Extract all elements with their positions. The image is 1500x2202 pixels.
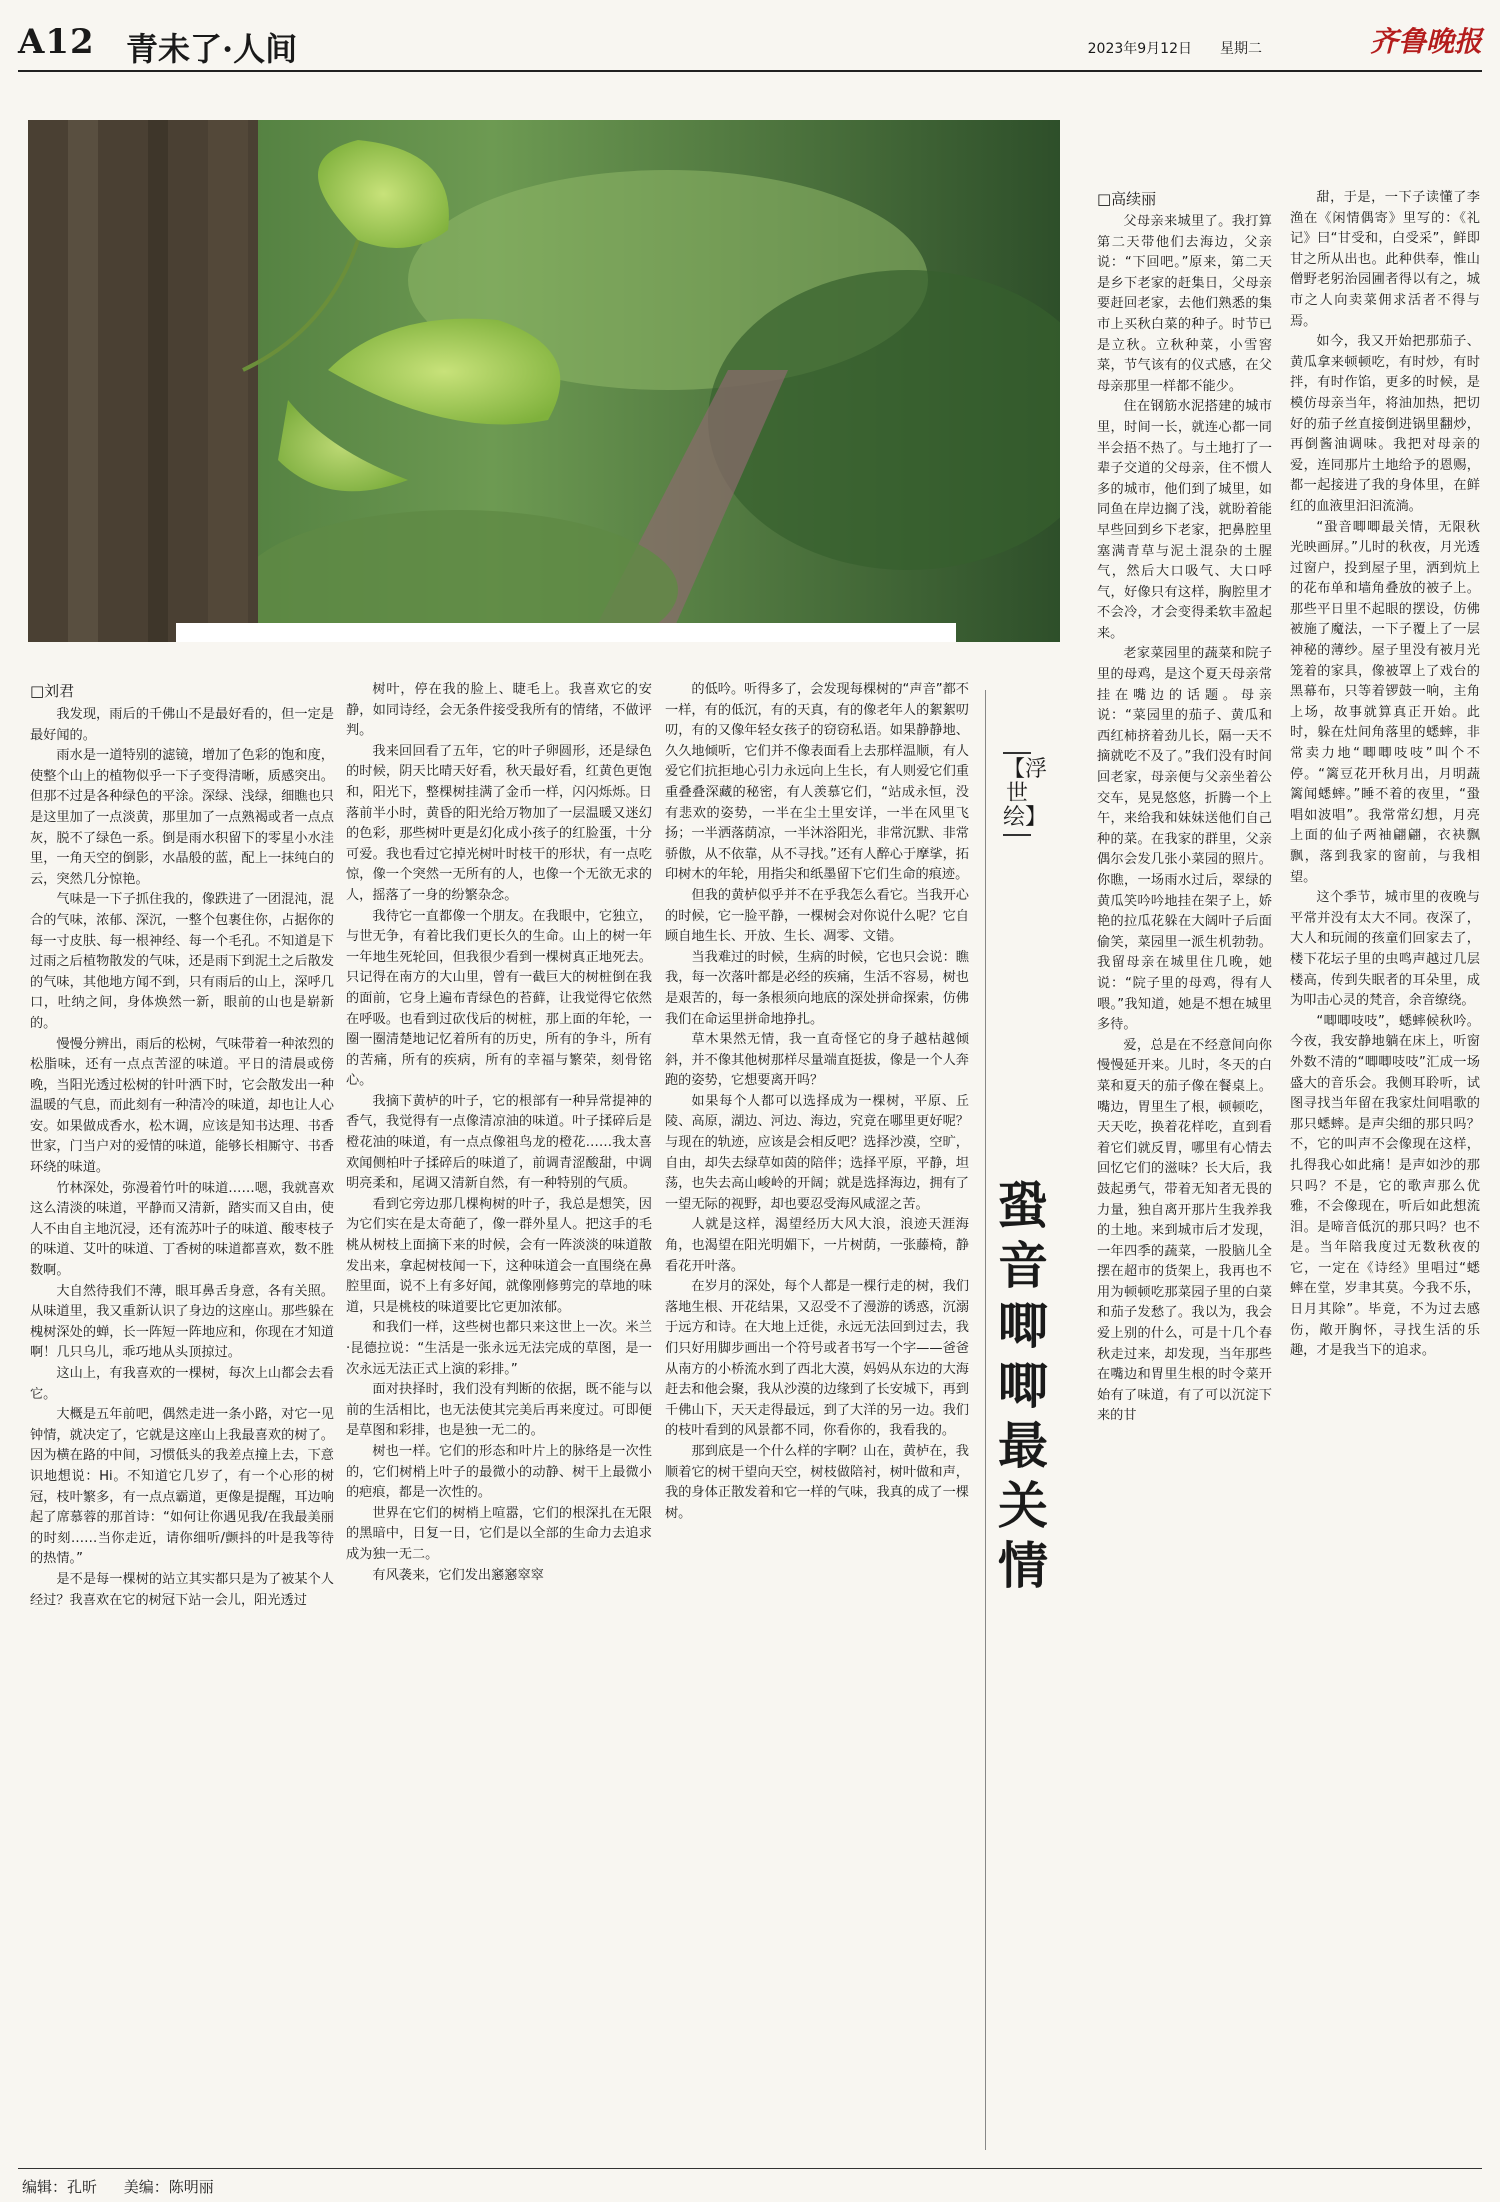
- article2-author: □高续丽: [1097, 190, 1157, 208]
- designer-credit: 美编：陈明丽: [123, 2178, 214, 2196]
- paragraph: 大概是五年前吧，偶然走进一条小路，对它一见钟情，就决定了，它就是这座山上我最喜欢的树了。因为横在路的中间，习惯低头的我差点撞上去，下意识地想说：Hi。不知道它几岁了，有一个心形的树冠，枝叶繁多，有一点点霸道，更像是提醒，耳边响起了席慕蓉的那首诗：“如何让你遇见我/在我最美丽的时刻……当你走近，请你细听/颤抖的叶是我等待的热情。”: [30, 1407, 334, 1567]
- ginkgo-leaf-photo: [28, 120, 1060, 642]
- paragraph: 和我们一样，这些树也都只来这世上一次。米兰·昆德拉说：“生活是一张永远无法完成的草图，是一次永远无法正式上演的彩排。”: [346, 1320, 652, 1377]
- paragraph: 我发现，雨后的千佛山不是最好看的，但一定是最好闻的。: [30, 707, 334, 743]
- paragraph: 当我难过的时候，生病的时候，它也只会说：瞧我，每一次落叶都是必经的疾痛，生活不容易，树也是艰苦的，每一条根须向地底的深处拼命探索，仿佛我们在命运里拼命地挣扎。: [665, 949, 969, 1027]
- paragraph: 住在钢筋水泥搭建的城市里，时间一长，就连心都一同半会捂不热了。与土地打了一辈子交道的父母亲，住不惯人多的城市，他们到了城里，如同鱼在岸边搁了浅，就盼着能早些回到乡下老家，把鼻腔里塞满青草与泥土混杂的土腥气，然后大口吸气、大口呼气，好像只有这样，胸腔里才不会冷，才会变得柔软丰盈起来。: [1097, 399, 1272, 641]
- paragraph: 那到底是一个什么样的字啊？山在，黄栌在，我顺着它的树干望向天空，树枝做陪衬，树叶做和声，我的身体正散发着和它一样的气味，我真的成了一棵树。: [665, 1443, 969, 1521]
- issue-date: 2023年9月12日: [1087, 41, 1192, 57]
- paragraph: 人就是这样，渴望经历大风大浪，浪迹天涯海角，也渴望在阳光明媚下，一片树荫，一张藤椅，静看花开叶落。: [665, 1217, 969, 1274]
- article2-title: 蛩音唧唧最关情: [998, 1176, 1048, 1595]
- paragraph: 是不是每一棵树的站立其实都只是为了被某个人经过？我喜欢在它的树冠下站一会儿，阳光透过: [30, 1571, 334, 1608]
- paragraph: 在岁月的深处，每个人都是一棵行走的树，我们落地生根、开花结果，又忍受不了漫游的诱惑，沉溺于远方和诗。在大地上迁徙，永远无法回到过去，我们只好用脚步画出一个符号或者书写一个字——爸爸从南方的小桥流水到了西北大漠，妈妈从东边的大海赶去和他会聚，我从沙漠的边缘到了长安城下，再到千佛山下，天天走得最远，到了大洋的另一边。我们的枝叶看到的风景都不同，你看你的，我看我的。: [665, 1279, 969, 1439]
- column-divider: [985, 690, 986, 2150]
- paragraph: 我来回回看了五年，它的叶子卵圆形，还是绿色的时候，阴天比晴天好看，秋天最好看，红黄色更饱和，阳光下，整棵树挂满了金币一样，闪闪烁烁。日落前半小时，黄昏的阳光给万物加了一层温暖又迷幻的色彩，那些树叶更是幻化成小孩子的红脸蛋，十分可爱。我也看过它掉光树叶时枝干的形状，有一点吃惊，像一个突然一无所有的人，也像一个无欲无求的人，摇落了一身的纷繁杂念。: [346, 743, 652, 903]
- paragraph: 这山上，有我喜欢的一棵树，每次上山都会去看它。: [30, 1366, 334, 1402]
- article1-column-2: [346, 680, 652, 2160]
- page-number: A12: [18, 22, 95, 62]
- paragraph: 的低吟。听得多了，会发现每棵树的“声音”都不一样，有的低沉，有的天真，有的像老年人的絮絮叨叨，有的又像年轻女孩子的窃窃私语。如果静静地、久久地倾听，它们并不像表面看上去那样温顺，有人爱它们抗拒地心引力永远向上生长，有人则爱它们重重叠叠深藏的秘密，有人羡慕它们，“站成永恒，没有悲欢的姿势，一半在尘土里安详，一半在风里飞扬；一半洒落荫凉，一半沐浴阳光，非常沉默、非常骄傲，从不依靠，从不寻找。”还有人醉心于摩挲，拓印树木的年轮，用指尖和纸墨留下它们生命的痕迹。: [665, 682, 969, 883]
- paragraph: 面对抉择时，我们没有判断的依据，既不能与以前的生活相比，也无法使其完美后再来度过。可即便是草图和彩排，也是独一无二的。: [346, 1382, 652, 1439]
- paragraph: 树也一样。它们的形态和叶片上的脉络是一次性的，它们树梢上叶子的最微小的动静、树干上最微小的疤痕，都是一次性的。: [346, 1443, 652, 1501]
- paragraph: 树叶，停在我的脸上、睫毛上。我喜欢它的安静，如同诗经，会无条件接受我所有的情绪，不做评判。: [346, 682, 652, 739]
- paragraph: 大自然待我们不薄，眼耳鼻舌身意，各有关照。从味道里，我又重新认识了身边的这座山。那些躲在槐树深处的蝉，长一阵短一阵地应和，你现在才知道啊！几只乌儿，乖巧地从头顶掠过。: [30, 1283, 334, 1361]
- paragraph: 草木果然无情，我一直奇怪它的身子越枯越倾斜，并不像其他树那样尽量端直挺拔，像是一个人奔跑的姿势，它想要离开吗？: [665, 1032, 969, 1089]
- article2-column-1: [1097, 212, 1272, 2152]
- paragraph: 爱，总是在不经意间向你慢慢延开来。儿时，冬天的白菜和夏天的茄子像在餐桌上。嘴边，胃里生了根，顿顿吃，天天吃，换着花样吃，直到看着它们就反胃，哪里有心情去回忆它们的滋味？长大后，我鼓起勇气，带着无知者无畏的力量，独自离开那片生我养我的土地。来到城市后才发现，一年四季的蔬菜，一股脑儿全摆在超市的货架上，我再也不用为顿顿吃那菜园子里的白菜和茄子发愁了。我以为，我会爱上别的什么，可是十几个春秋走过来，却发现，当年那些在嘴边和胃里生根的时令菜开始有了味道，有了可以沉淀下来的甘: [1097, 1037, 1272, 1424]
- paragraph: 老家菜园里的蔬菜和院子里的母鸡，是这个夏天母亲常挂在嘴边的话题。母亲说：“菜园里的茄子、黄瓜和西红柿挤着劲儿长，隔一天不摘就吃不及了。”我们没有时间回老家，母亲便与父亲坐着公交车，晃晃悠悠，折腾一个上午，来给我和妹妹送他们自己种的菜。在我家的群里，父亲偶尔会发几张小菜园的照片。你瞧，一场雨水过后，翠绿的黄瓜笑吟吟地挂在架子上，娇艳的拉瓜花躲在大阔叶子后面偷笑，菜园里一派生机勃勃。我留母亲在城里住几晚，她说：“院子里的母鸡，得有人喂。”我知道，她是不想在城里多待。: [1097, 646, 1272, 1033]
- editor-credit: 编辑：孔昕: [22, 2178, 98, 2196]
- article1-column-3: [665, 680, 969, 2160]
- paragraph: 气味是一下子抓住我的，像跌进了一团混沌，混合的气味，浓郁、深沉，一整个包裹住你，占据你的每一寸皮肤、每一根神经、每一个毛孔。不知道是下过雨之后植物散发的气味，还是雨下到泥土之后散发的气味，其他地方闻不到，只有雨后的山上，深呼几口，吐纳之间，身体焕然一新，眼前的山也是崭新的。: [30, 892, 334, 1031]
- newspaper-logo: 齐鲁晚报: [1369, 25, 1482, 58]
- feature-photo: [28, 120, 1060, 642]
- paragraph: 看到它旁边那几棵枸树的叶子，我总是想笑，因为它们实在是太奇葩了，像一群外星人。把这手的毛桃从树枝上面摘下来的时候，会有一阵淡淡的味道散发出来，拿起树枝闻一下，这种味道会一直围绕在鼻腔里面，说不上有多好闻，就像刚修剪完的草地的味道，只是桃枝的味道要比它更加浓郁。: [346, 1196, 652, 1315]
- article1-column-1: [30, 705, 334, 2160]
- paragraph: 竹林深处，弥漫着竹叶的味道……嗯，我就喜欢这么清淡的味道，平静而又清新，踏实而又自由，使人不由自主地沉浸，还有流苏叶子的味道、酸枣枝子的味道、艾叶的味道、丁香树的味道都喜欢，数不胜数啊。: [30, 1180, 334, 1279]
- paragraph: 雨水是一道特别的滤镜，增加了色彩的饱和度，使整个山上的植物似乎一下子变得清晰，质感突出。但那不过是各种绿色的平涂。深绿、浅绿，细瞧也只是这里加了一点淡黄，那里加了一点熟褐或者一点点灰，脱不了绿色一系。倒是雨水积留下的零星小水洼里，一角天空的倒影，水晶般的蓝，配上一抹纯白的云，突然几分惊艳。: [30, 748, 334, 887]
- paragraph: 这个季节，城市里的夜晚与平常并没有太大不同。夜深了，大人和玩闹的孩童们回家去了，楼下花坛子里的虫鸣声越过几层楼高，传到失眠者的耳朵里，成为叩击心灵的梵音，余音缭绕。: [1290, 890, 1480, 1009]
- paragraph: 甜，于是，一下子读懂了李渔在《闲情偶寄》里写的：《礼记》曰“甘受和，白受采”，鲜即甘之所从出也。此种供奉，惟山僧野老躬治园圃者得以有之，城市之人向卖菜佣求活者不得与焉。: [1290, 190, 1480, 329]
- paragraph: 如果每个人都可以选择成为一棵树，平原、丘陵、高原，湖边、河边、海边，究竟在哪里更好呢？与现在的轨迹，应该是会相反吧？选择沙漠，空旷，自由，却失去绿草如茵的陪伴；选择平原，平静，坦荡，也失去高山峻岭的开阔；就是选择海边，拥有了一望无际的视野，却也要忍受海风咸涩之苦。: [665, 1093, 969, 1212]
- headline-box: [176, 623, 956, 642]
- paragraph: “蛩音唧唧最关情，无限秋光映画屏。”儿时的秋夜，月光透过窗户，投到屋子里，洒到炕上的花布单和墙角叠放的被子上。那些平日里不起眼的摆设，仿佛被施了魔法，一下子覆上了一层神秘的薄纱。屋子里没有被月光笼着的家具，像被罩上了戏台的黑幕布，只等着锣鼓一响，主角上场，故事就算真正开始。此时，躲在灶间角落里的蟋蟀，非常卖力地“唧唧吱吱”叫个不停。“篱豆花开秋月出，月明蔬篱闻蟋蟀。”睡不着的夜里，“蛩唱如波唱”。我常常幻想，月亮上面的仙子两袖翩翩，衣袂飘飘，落到我家的窗前，与我相望。: [1290, 519, 1480, 885]
- paragraph: 我待它一直都像一个朋友。在我眼中，它独立，与世无争，有着比我们更长久的生命。山上的树一年一年地生死轮回，但我很少看到一棵树真正地死去。只记得在南方的大山里，曾有一截巨大的树桩倒在我的面前，它身上遍布青绿色的苔藓，让我觉得它依然在呼吸。也看到过砍伐后的树桩，那上面的年轮，一圈一圈清楚地记忆着所有的历史，所有的争斗，所有的苦痛，所有的疾病，所有的幸福与繁荣，刻骨铭心。: [346, 908, 652, 1089]
- paragraph: 如今，我又开始把那茄子、黄瓜拿来顿顿吃，有时炒，有时拌，有时作馅，更多的时候，是模仿母亲当年，将油加热，把切好的茄子丝直接倒进锅里翻炒，再倒酱油调味。我把对母亲的爱，连同那片土地给予的恩赐，都一起接进了我的身体里，在鲜红的血液里汩汩流淌。: [1290, 334, 1480, 514]
- paragraph: 有风袭来，它们发出窸窸窣窣: [372, 1567, 544, 1583]
- footer-rule: [18, 2168, 1482, 2169]
- paragraph: 慢慢分辨出，雨后的松树，气味带着一种浓烈的松脂味，还有一点点苦涩的味道。平日的清晨或傍晚，当阳光透过松树的针叶洒下时，它会散发出一种温暖的气息，而此刻有一种清冷的味道，却也让人心安。如果做成香水，松木调，应该是知书达理、书香世家，门当户对的爱情的味道，能够长相厮守、书香环绕的味道。: [30, 1036, 334, 1176]
- article1-author: □刘君: [30, 682, 75, 700]
- paragraph: 我摘下黄栌的叶子，它的根部有一种异常提神的香气，我觉得有一点像清凉油的味道。叶子揉碎后是橙花油的味道，有一点点像祖鸟龙的橙花……我太喜欢闻侧柏叶子揉碎后的味道了，前调青涩酸甜，中调明亮柔和，尾调又清新自然，有一种特别的气质。: [346, 1093, 652, 1192]
- page-header: [18, 18, 1482, 72]
- article2-kicker: 【浮世绘】: [1003, 752, 1031, 836]
- paragraph: “唧唧吱吱”，蟋蟀候秋吟。今夜，我安静地躺在床上，听窗外数不清的“唧唧吱吱”汇成一场盛大的音乐会。我侧耳聆听，试图寻找当年留在我家灶间唱歌的那只蟋蟀。是声尖细的那只吗？不，它的叫声不会像现在这样，扎得我心如此痛！是声如沙的那只吗？不是，它的歌声那么优雅，不会像现在，听后如此想流泪。是啼音低沉的那只吗？也不是。当年陪我度过无数秋夜的它，一定在《诗经》里唱过“蟋蟀在堂，岁聿其莫。今我不乐，日月其除”。毕竟，不为过去感伤，敞开胸怀，寻找生活的乐趣，才是我当下的追求。: [1290, 1013, 1480, 1359]
- article2-column-2: [1290, 188, 1480, 2153]
- page-footer: [22, 2176, 236, 2197]
- issue-weekday: 星期二: [1220, 41, 1262, 57]
- section-title: 青未了·人间: [126, 30, 298, 68]
- paragraph: 父母亲来城里了。我打算第二天带他们去海边，父亲说：“下回吧。”原来，第二天是乡下老家的赶集日，父母亲要赶回老家，去他们熟悉的集市上买秋白菜的种子。时节已是立秋。立秋种菜，小雪窖菜，节气该有的仪式感，在父母亲那里一样都不能少。: [1097, 214, 1272, 394]
- paragraph: 但我的黄栌似乎并不在乎我怎么看它。当我开心的时候，它一脸平静，一棵树会对你说什么呢？它自顾自地生长、开放、生长、凋零、文错。: [665, 887, 969, 945]
- paragraph: 世界在它们的树梢上喧嚣，它们的根深扎在无限的黑暗中，日复一日，它们是以全部的生命力去追求成为独一无二。: [346, 1505, 652, 1562]
- article1-title: [376, 637, 792, 642]
